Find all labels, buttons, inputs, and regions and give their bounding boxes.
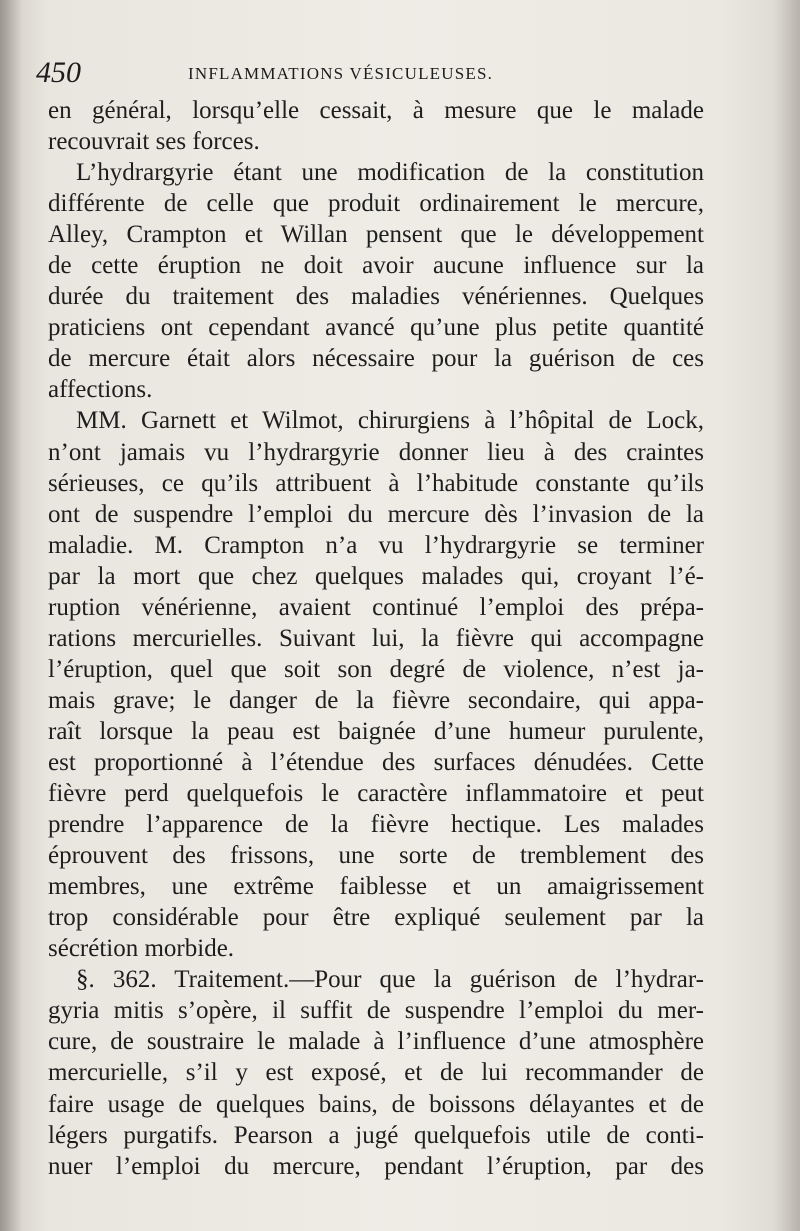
text-line: sérieuses, ce qu’ils attribuent à l’habitude constante qu’ils xyxy=(48,469,704,497)
text-line: maladie. M. Crampton n’a vu l’hydrargyrie se terminer xyxy=(48,531,704,559)
text-line: fièvre perd quelquefois le caractère inflammatoire et peut xyxy=(48,780,704,808)
page-binding-shadow xyxy=(0,0,22,1231)
text-line: durée du traitement des maladies vénériennes. Quelques xyxy=(48,283,704,311)
text-line: en général, lorsqu’elle cessait, à mesure que le malade xyxy=(48,97,704,124)
body-text xyxy=(48,95,704,1182)
text-line: affections. xyxy=(48,376,153,404)
text-line: mercurielle, s’il y est exposé, et de lui recommander de xyxy=(48,1059,704,1087)
text-line: membres, une extrême faiblesse et un amaigrissement xyxy=(48,873,704,901)
text-line: différente de celle que produit ordinairement le mercure, xyxy=(48,190,704,218)
page-number: 450 xyxy=(36,56,81,89)
text-line: n’ont jamais vu l’hydrargyrie donner lieu à des craintes xyxy=(48,438,704,466)
text-line: rations mercurielles. Suivant lui, la fièvre qui accompagne xyxy=(48,624,704,652)
text-line: nuer l’emploi du mercure, pendant l’éruption, par des xyxy=(48,1152,704,1180)
text-line: MM. Garnett et Wilmot, chirurgiens à l’hôpital de Lock, xyxy=(76,407,704,435)
text-line: recouvrait ses forces. xyxy=(48,128,260,156)
text-line: est proportionné à l’étendue des surfaces dénudées. Cette xyxy=(48,748,704,776)
text-line: Alley, Crampton et Willan pensent que le développement xyxy=(48,221,704,249)
text-line: gyria mitis s’opère, il suffit de suspendre l’emploi du mer- xyxy=(48,997,704,1025)
text-line: praticiens ont cependant avancé qu’une plus petite quantité xyxy=(48,314,704,342)
text-line: mais grave; le danger de la fièvre secondaire, qui appa- xyxy=(48,686,704,714)
text-line: trop considérable pour être expliqué seulement par la xyxy=(48,904,704,932)
text-line: faire usage de quelques bains, de boissons délayantes et de xyxy=(48,1090,704,1118)
text-line: de cette éruption ne doit avoir aucune influence sur la xyxy=(48,252,704,280)
text-line: de mercure était alors nécessaire pour la guérison de ces xyxy=(48,345,704,373)
running-head xyxy=(36,58,706,88)
text-line: légers purgatifs. Pearson a jugé quelquefois utile de conti- xyxy=(48,1121,704,1149)
text-line: par la mort que chez quelques malades qui, croyant l’é- xyxy=(48,562,704,590)
text-line: §. 362. Traitement.—Pour que la guérison de l’hydrar- xyxy=(76,966,704,994)
text-line: ont de suspendre l’emploi du mercure dès l’invasion de la xyxy=(48,500,704,528)
text-line: sécrétion morbide. xyxy=(48,935,235,963)
text-line: ruption vénérienne, avaient continué l’emploi des prépa- xyxy=(48,593,704,621)
page-edge-shadow xyxy=(774,0,800,1231)
text-line: L’hydrargyrie étant une modification de la constitution xyxy=(76,159,704,187)
running-head-title: INFLAMMATIONS VÉSICULEUSES. xyxy=(188,64,494,83)
text-line: prendre l’apparence de la fièvre hectique. Les malades xyxy=(48,811,704,839)
text-line: raît lorsque la peau est baignée d’une humeur purulente, xyxy=(48,717,704,745)
text-line: l’éruption, quel que soit son degré de violence, n’est ja- xyxy=(48,655,704,683)
text-line: cure, de soustraire le malade à l’influence d’une atmosphère xyxy=(48,1028,704,1056)
text-line: éprouvent des frissons, une sorte de tremblement des xyxy=(48,842,704,870)
